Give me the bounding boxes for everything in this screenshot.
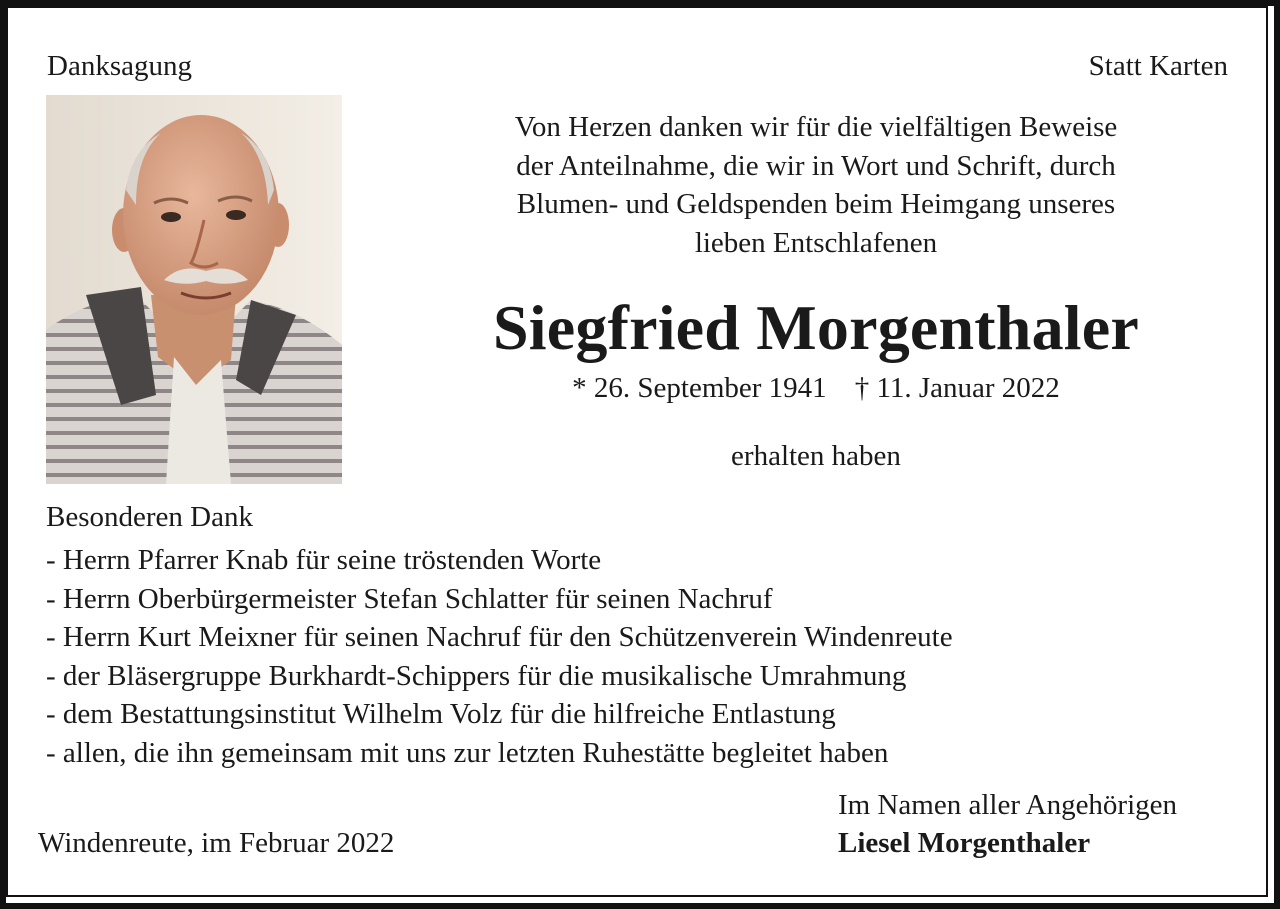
portrait-photo (46, 95, 342, 484)
list-item: - allen, die ihn gemeinsam mit uns zur letzten Ruhestätte begleitet haben (46, 736, 889, 769)
death-date: † 11. Januar 2022 (854, 372, 1060, 404)
received-text: erhalten haben (731, 440, 901, 472)
life-dates (416, 374, 1216, 403)
list-item: - Herrn Pfarrer Knab für seine tröstenden Worte (46, 544, 602, 576)
heading-statt-karten: Statt Karten (1088, 50, 1228, 82)
on-behalf-text: Im Namen aller Angehörigen (838, 789, 1178, 821)
intro-line: der Anteilnahme, die wir in Wort und Schrift, durch (516, 149, 1116, 182)
heading-danksagung: Danksagung (47, 50, 192, 82)
place-date: Windenreute, im Februar 2022 (38, 827, 395, 859)
special-thanks-title: Besonderen Dank (46, 501, 253, 533)
intro-text (456, 108, 1176, 262)
intro-line: lieben Entschlafenen (694, 226, 938, 259)
deceased-name: Siegfried Morgenthaler (493, 292, 1139, 363)
list-item: - dem Bestattungsinstitut Wilhelm Volz für die hilfreiche Entlastung (46, 698, 836, 730)
thanks-list (46, 541, 953, 772)
birth-date: * 26. September 1941 (572, 372, 827, 404)
list-item: - Herrn Kurt Meixner für seinen Nachruf für den Schützenverein Windenreute (46, 621, 953, 653)
special-thanks (46, 503, 953, 772)
signer-name: Liesel Morgenthaler (838, 827, 1091, 859)
list-item: - Herrn Oberbürgermeister Stefan Schlatter für seinen Nachruf (46, 582, 773, 615)
intro-line: Von Herzen danken wir für die vielfältigen Beweise (514, 111, 1118, 143)
list-item: - der Bläsergruppe Burkhardt-Schippers für die musikalische Umrahmung (46, 659, 907, 692)
intro-line: Blumen- und Geldspenden beim Heimgang unseres (516, 188, 1116, 220)
